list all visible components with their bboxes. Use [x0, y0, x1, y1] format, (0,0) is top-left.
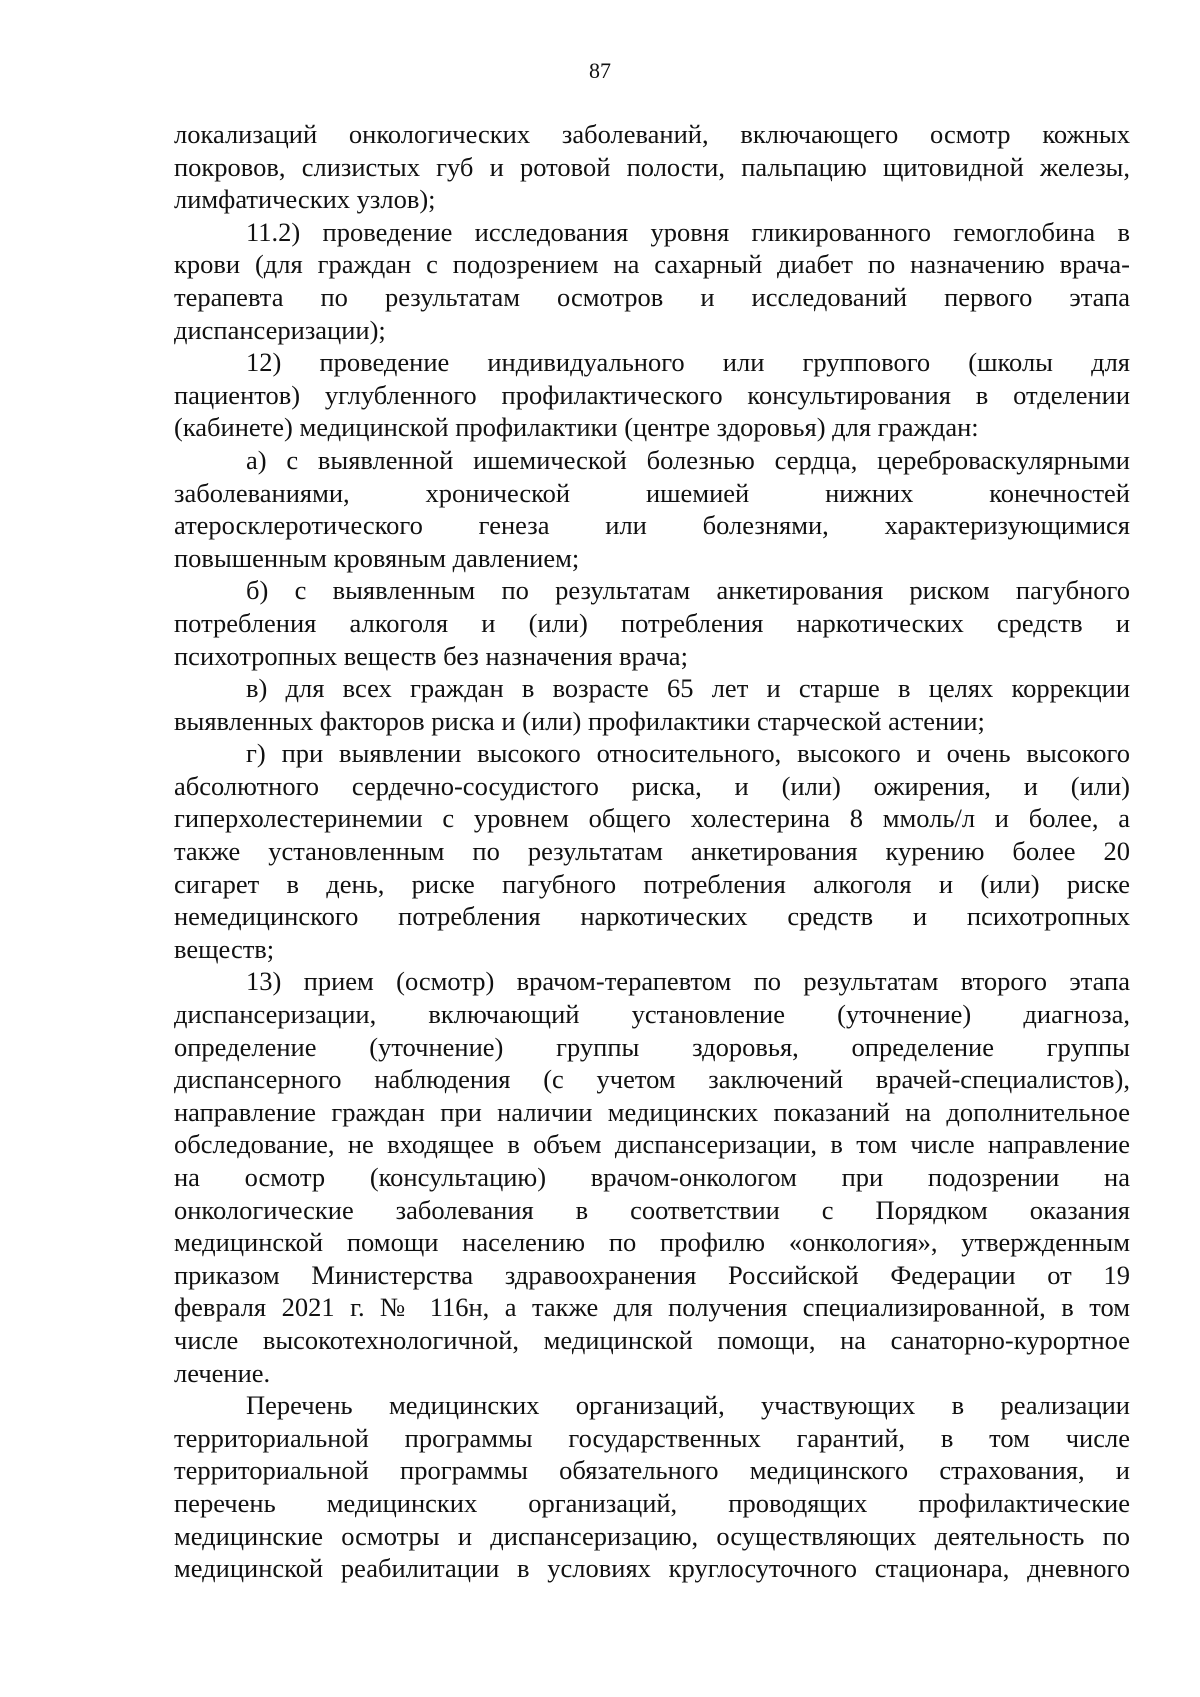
text-line: 12) проведение индивидуального или группового (школы для — [246, 347, 1130, 378]
text-line: диспансеризации, включающий установление (уточнение) диагноза, — [174, 999, 1130, 1030]
text-line: медицинской реабилитации в условиях круглосуточного стационара, дневного — [174, 1553, 1130, 1584]
text-line: веществ; — [174, 933, 275, 964]
text-line: 13) прием (осмотр) врачом-терапевтом по результатам второго этапа — [246, 966, 1130, 997]
text-line: терапевта по результатам осмотров и исследований первого этапа — [174, 281, 1130, 312]
text-line: лимфатических узлов); — [174, 184, 436, 215]
text-line: немедицинского потребления наркотических средств и психотропных — [174, 901, 1130, 932]
text-line: февраля 2021 г. № 116н, а также для получения специализированной, в том — [174, 1292, 1130, 1323]
text-line: территориальной программы обязательного медицинского страхования, и — [174, 1455, 1130, 1486]
text-line: крови (для граждан с подозрением на сахарный диабет по назначению врача- — [174, 249, 1130, 280]
text-line: обследование, не входящее в объем диспансеризации, в том числе направление — [174, 1129, 1130, 1160]
text-line: в) для всех граждан в возрасте 65 лет и старше в целях коррекции — [246, 673, 1130, 704]
text-line: (кабинете) медицинской профилактики (центре здоровья) для граждан: — [174, 412, 979, 443]
text-line: пациентов) углубленного профилактического консультирования в отделении — [174, 379, 1130, 410]
text-line: медицинской помощи населению по профилю «онкология», утвержденным — [174, 1227, 1130, 1258]
text-line: лечение. — [174, 1357, 271, 1388]
page-number: 87 — [589, 58, 611, 83]
text-line: 11.2) проведение исследования уровня гликированного гемоглобина в — [246, 216, 1130, 247]
text-line: г) при выявлении высокого относительного, высокого и очень высокого — [246, 738, 1130, 769]
text-line: выявленных факторов риска и (или) профилактики старческой астении; — [174, 705, 985, 736]
text-line: перечень медицинских организаций, проводящих профилактические — [174, 1487, 1130, 1518]
text-line: территориальной программы государственных гарантий, в том числе — [174, 1422, 1130, 1453]
text-line: Перечень медицинских организаций, участвующих в реализации — [246, 1390, 1130, 1421]
text-line: гиперхолестеринемии с уровнем общего холестерина 8 ммоль/л и более, а — [174, 803, 1130, 834]
text-line: заболеваниями, хронической ишемией нижних конечностей — [174, 477, 1130, 508]
text-line: направление граждан при наличии медицинских показаний на дополнительное — [174, 1096, 1130, 1127]
text-line: повышенным кровяным давлением; — [174, 542, 580, 573]
text-line: определение (уточнение) группы здоровья, определение группы — [174, 1031, 1130, 1062]
text-line: числе высокотехнологичной, медицинской помощи, на санаторно-курортное — [174, 1324, 1130, 1355]
text-line: диспансеризации); — [174, 314, 386, 345]
text-line: б) с выявленным по результатам анкетирования риском пагубного — [246, 575, 1130, 606]
text-line: на осмотр (консультацию) врачом-онкологом при подозрении на — [174, 1162, 1130, 1192]
text-line: медицинские осмотры и диспансеризацию, осуществляющих деятельность по — [174, 1520, 1130, 1551]
text-line: также установленным по результатам анкетирования курению более 20 — [174, 836, 1130, 867]
text-line: атеросклеротического генеза или болезнями, характеризующимися — [174, 510, 1130, 541]
text-line: сигарет в день, риске пагубного потребления алкоголя и (или) риске — [174, 868, 1130, 899]
text-line: онкологические заболевания в соответствии с Порядком оказания — [174, 1194, 1130, 1225]
text-line: приказом Министерства здравоохранения Российской Федерации от 19 — [174, 1259, 1130, 1290]
text-line: диспансерного наблюдения (с учетом заключений врачей-специалистов), — [174, 1064, 1130, 1095]
text-line: абсолютного сердечно-сосудистого риска, и (или) ожирения, и (или) — [174, 770, 1130, 801]
text-line: локализаций онкологических заболеваний, включающего осмотр кожных — [174, 119, 1130, 149]
text-line: потребления алкоголя и (или) потребления наркотических средств и — [174, 607, 1130, 638]
text-line: психотропных веществ без назначения врача; — [174, 640, 688, 671]
text-line: а) с выявленной ишемической болезнью сердца, цереброваскулярными — [246, 444, 1130, 475]
document-body — [174, 118, 1130, 1585]
text-line: покровов, слизистых губ и ротовой полости, пальпацию щитовидной железы, — [174, 151, 1130, 182]
